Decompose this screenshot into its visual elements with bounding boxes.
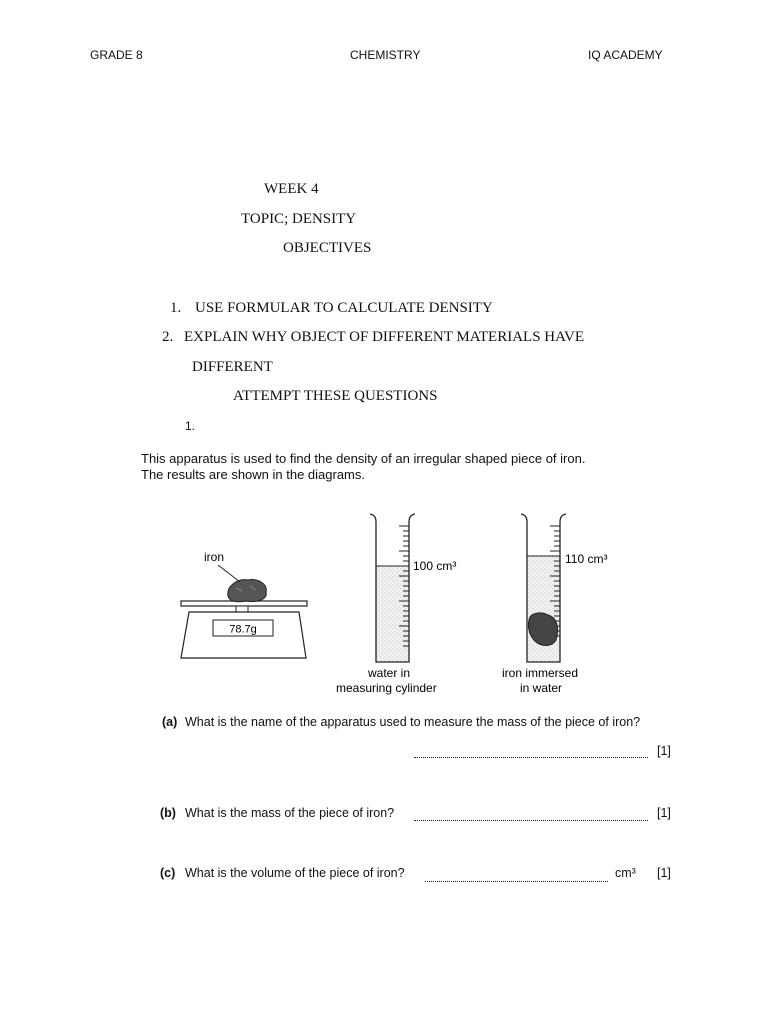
cylinder2-caption-line1: iron immersed [502, 666, 579, 680]
part-c-marks: [1] [657, 866, 671, 880]
week-title: WEEK 4 [264, 181, 319, 197]
measuring-cylinder-water [370, 514, 456, 662]
part-b-question: What is the mass of the piece of iron? [185, 806, 395, 820]
objective-1-text: USE FORMULAR TO CALCULATE DENSITY [195, 300, 493, 316]
cylinder1-reading: 100 cm³ [413, 559, 457, 573]
measuring-cylinder-iron [521, 514, 607, 662]
cylinder2-caption-line2: in water [520, 681, 563, 695]
part-c-unit: cm³ [615, 866, 636, 880]
objective-1-number: 1. [170, 300, 182, 316]
part-a-marks: [1] [657, 744, 671, 758]
iron-pointer-line [218, 565, 240, 582]
part-c-answer-line[interactable] [425, 881, 608, 882]
objective-2-continuation: DIFFERENT [192, 359, 273, 375]
iron-lump [228, 580, 266, 602]
top-pan-balance [181, 601, 307, 658]
question-stem-line1: This apparatus is used to find the density of an irregular shaped piece of iron. [141, 451, 586, 466]
question-number: 1. [185, 419, 196, 433]
objective-2-text: EXPLAIN WHY OBJECT OF DIFFERENT MATERIALS HAVE [184, 329, 585, 345]
cylinder1-caption-line1: water in [368, 666, 411, 680]
part-a-question: What is the name of the apparatus used to measure the mass of the piece of iron? [185, 715, 641, 729]
attempt-heading: ATTEMPT THESE QUESTIONS [233, 388, 438, 404]
part-a-answer-line[interactable] [414, 757, 648, 758]
cylinder1-caption-line2: measuring cylinder [336, 681, 437, 695]
header-school: IQ ACADEMY [588, 48, 663, 62]
header-subject: CHEMISTRY [350, 48, 421, 62]
part-a-label: (a) [162, 715, 178, 729]
iron-label: iron [204, 550, 225, 564]
part-c-question: What is the volume of the piece of iron? [185, 866, 405, 880]
part-b-answer-line[interactable] [414, 820, 648, 821]
objective-2-number: 2. [162, 329, 174, 345]
objectives-heading: OBJECTIVES [283, 240, 372, 256]
part-b-label: (b) [160, 806, 176, 820]
topic-title: TOPIC; DENSITY [241, 211, 357, 227]
part-b-marks: [1] [657, 806, 671, 820]
cylinder2-reading: 110 cm³ [565, 552, 608, 566]
apparatus-diagram [0, 500, 768, 695]
balance-reading: 78.7g [229, 623, 257, 636]
part-c-label: (c) [160, 866, 176, 880]
header-grade: GRADE 8 [90, 48, 143, 62]
question-stem-line2: The results are shown in the diagrams. [141, 467, 365, 482]
